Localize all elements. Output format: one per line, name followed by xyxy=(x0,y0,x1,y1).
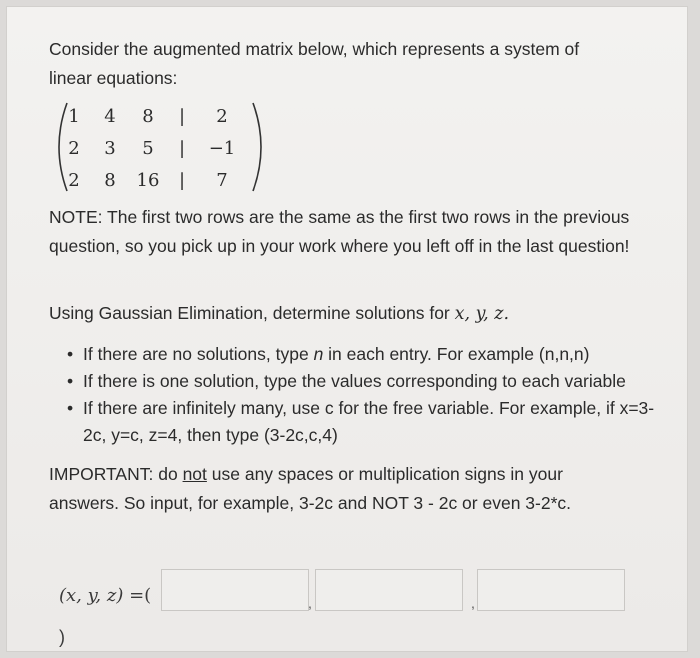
bullet-icon: • xyxy=(67,344,74,364)
matrix-cell: 2 xyxy=(216,106,228,127)
matrix-separator: | xyxy=(178,106,186,127)
matrix-cell: 5 xyxy=(142,138,154,159)
question-note: NOTE: The first two rows are the same as the first two rows in the previous question, so you pick up in your work where you left off in the last question! xyxy=(49,207,630,256)
matrix-cell: 2 xyxy=(68,138,80,159)
answer-input-y[interactable] xyxy=(315,569,463,611)
question-card xyxy=(6,6,688,652)
answer-input-x[interactable] xyxy=(161,569,309,611)
list-item: • If there are no solutions, type n in each entry. For example (n,n,n) xyxy=(55,341,655,368)
important-note: IMPORTANT: do not use any spaces or multiplication signs in your answers. So input, for example, 3-2c and NOT 3 - 2c or even 3-2*c. xyxy=(49,464,572,513)
bullet-icon: • xyxy=(67,398,74,418)
answer-label: (x, y, z) =( xyxy=(59,585,152,606)
matrix-cell: 4 xyxy=(104,106,116,127)
matrix-cell: 8 xyxy=(142,106,154,127)
answer-separator: , xyxy=(308,595,312,611)
matrix-cell: 7 xyxy=(216,170,228,191)
question-instruction xyxy=(49,299,649,329)
list-item: • If there is one solution, type the values corresponding to each variable xyxy=(55,368,655,395)
matrix-cell: 3 xyxy=(104,138,116,159)
instruction-vars: x, y, z. xyxy=(454,304,510,324)
question-intro: Consider the augmented matrix below, which represents a system of linear equations: xyxy=(49,39,580,88)
answer-close-paren: ) xyxy=(59,627,65,647)
matrix-cell: 8 xyxy=(104,170,116,191)
underlined-not: not xyxy=(182,464,207,484)
matrix-separator: | xyxy=(178,170,186,191)
augmented-matrix xyxy=(53,99,268,195)
list-item: • If there are infinitely many, use c for the free variable. For example, if x=3-2c, y=c, z=4, then type (3-2c,c,4) xyxy=(55,395,655,449)
matrix-separator: | xyxy=(178,138,186,159)
matrix-cell: 2 xyxy=(68,170,80,191)
answer-separator: , xyxy=(471,595,475,611)
matrix-cell: 16 xyxy=(136,170,160,191)
instruction-text: Using Gaussian Elimination, determine solutions for xyxy=(49,303,455,323)
matrix-cell: −1 xyxy=(208,138,236,159)
bullet-icon: • xyxy=(67,371,74,391)
matrix-cell: 1 xyxy=(68,106,80,127)
answer-input-z[interactable] xyxy=(477,569,625,611)
instruction-bullets xyxy=(55,341,655,449)
